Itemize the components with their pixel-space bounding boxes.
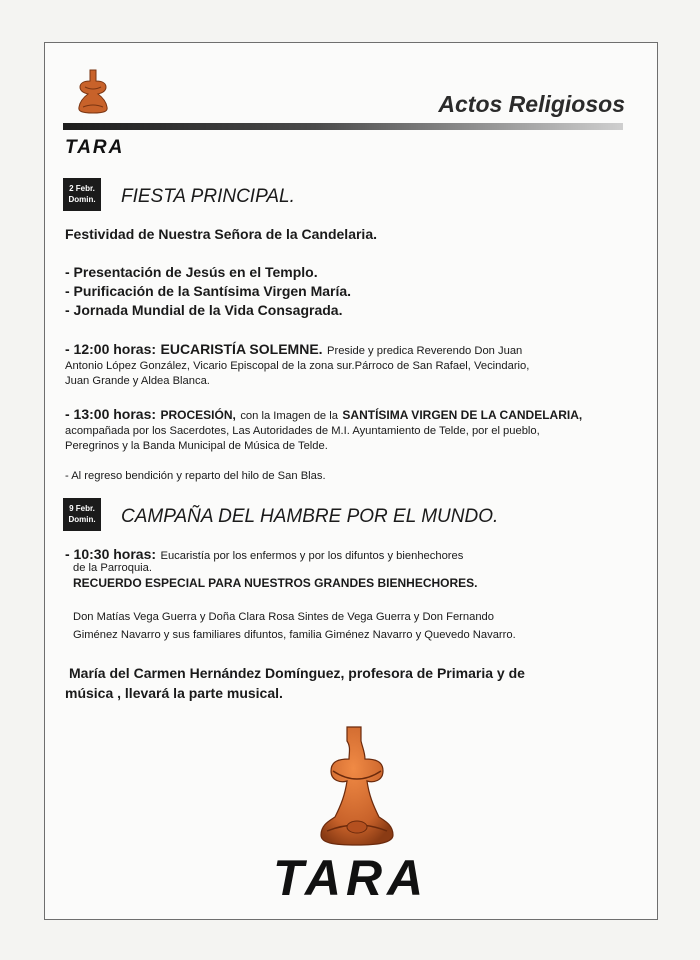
flyer-page [44, 42, 658, 920]
procession-text: Peregrinos y la Banda Municipal de Música de Telde. [65, 440, 328, 452]
mass-text: Preside y predica Reverendo Don Juan [327, 345, 523, 357]
mass-time: - 12:00 horas: [65, 341, 157, 357]
note-text: - Al regreso bendición y reparto del hilo de San Blas. [65, 470, 326, 482]
benefactors-text: Don Matías Vega Guerra y Doña Clara Rosa Sintes de Vega Guerra y Don Fernando [73, 611, 495, 623]
procession-time: - 13:00 horas: [65, 406, 157, 422]
bullet-item: - Purificación de la Santísima Virgen María. [65, 283, 352, 299]
date-weekday: Domin. [68, 515, 96, 524]
tara-idol-icon [71, 67, 115, 115]
date-day: 9 Febr. [69, 504, 95, 513]
mass-name: EUCARISTÍA SOLEMNE. [160, 341, 323, 357]
mass-line [65, 341, 522, 359]
procession-image: SANTÍSIMA VIRGEN DE LA CANDELARIA, [342, 408, 583, 422]
procession-text: acompañada por los Sacerdotes, Las Autoridades de M.I. Ayuntamiento de Telde, por el pueblo, [65, 425, 540, 437]
music-text: música , llevará la parte musical. [65, 685, 283, 701]
campaign-text: Eucaristía por los enfermos y por los difuntos y bienhechores [160, 550, 464, 562]
date-weekday: Domin. [68, 195, 96, 204]
campaign-text: de la Parroquia. [73, 562, 152, 574]
procession-text: con la Imagen de la [240, 410, 338, 422]
procession-line [65, 406, 582, 424]
page-title: Actos Religiosos [438, 91, 625, 117]
brand-logo-text: TARA [273, 850, 429, 906]
header-divider [63, 123, 623, 130]
brand-label: TARA [65, 137, 125, 158]
section-title: FIESTA PRINCIPAL. [121, 186, 295, 207]
date-day: 2 Febr. [69, 184, 95, 193]
date-badge [63, 178, 101, 211]
bullet-item: - Presentación de Jesús en el Templo. [65, 264, 318, 280]
music-text: María del Carmen Hernández Domínguez, profesora de Primaria y de [69, 665, 525, 681]
bullet-item: - Jornada Mundial de la Vida Consagrada. [65, 302, 343, 318]
benefactors-text: Giménez Navarro y sus familiares difuntos, familia Giménez Navarro y Quevedo Navarro. [73, 629, 516, 641]
date-badge [63, 498, 101, 531]
mass-text: Juan Grande y Aldea Blanca. [65, 375, 210, 387]
mass-text: Antonio López González, Vicario Episcopal de la zona sur.Párroco de San Rafael, Vecindario, [65, 360, 530, 372]
remember-text: RECUERDO ESPECIAL PARA NUESTROS GRANDES BIENHECHORES. [73, 576, 478, 590]
campaign-time: - 10:30 horas: [65, 546, 157, 562]
tara-idol-icon [303, 725, 411, 847]
section-subtitle: Festividad de Nuestra Señora de la Candelaria. [65, 226, 377, 242]
procession-name: PROCESIÓN, [160, 408, 236, 422]
section-title: CAMPAÑA DEL HAMBRE POR EL MUNDO. [121, 506, 499, 527]
